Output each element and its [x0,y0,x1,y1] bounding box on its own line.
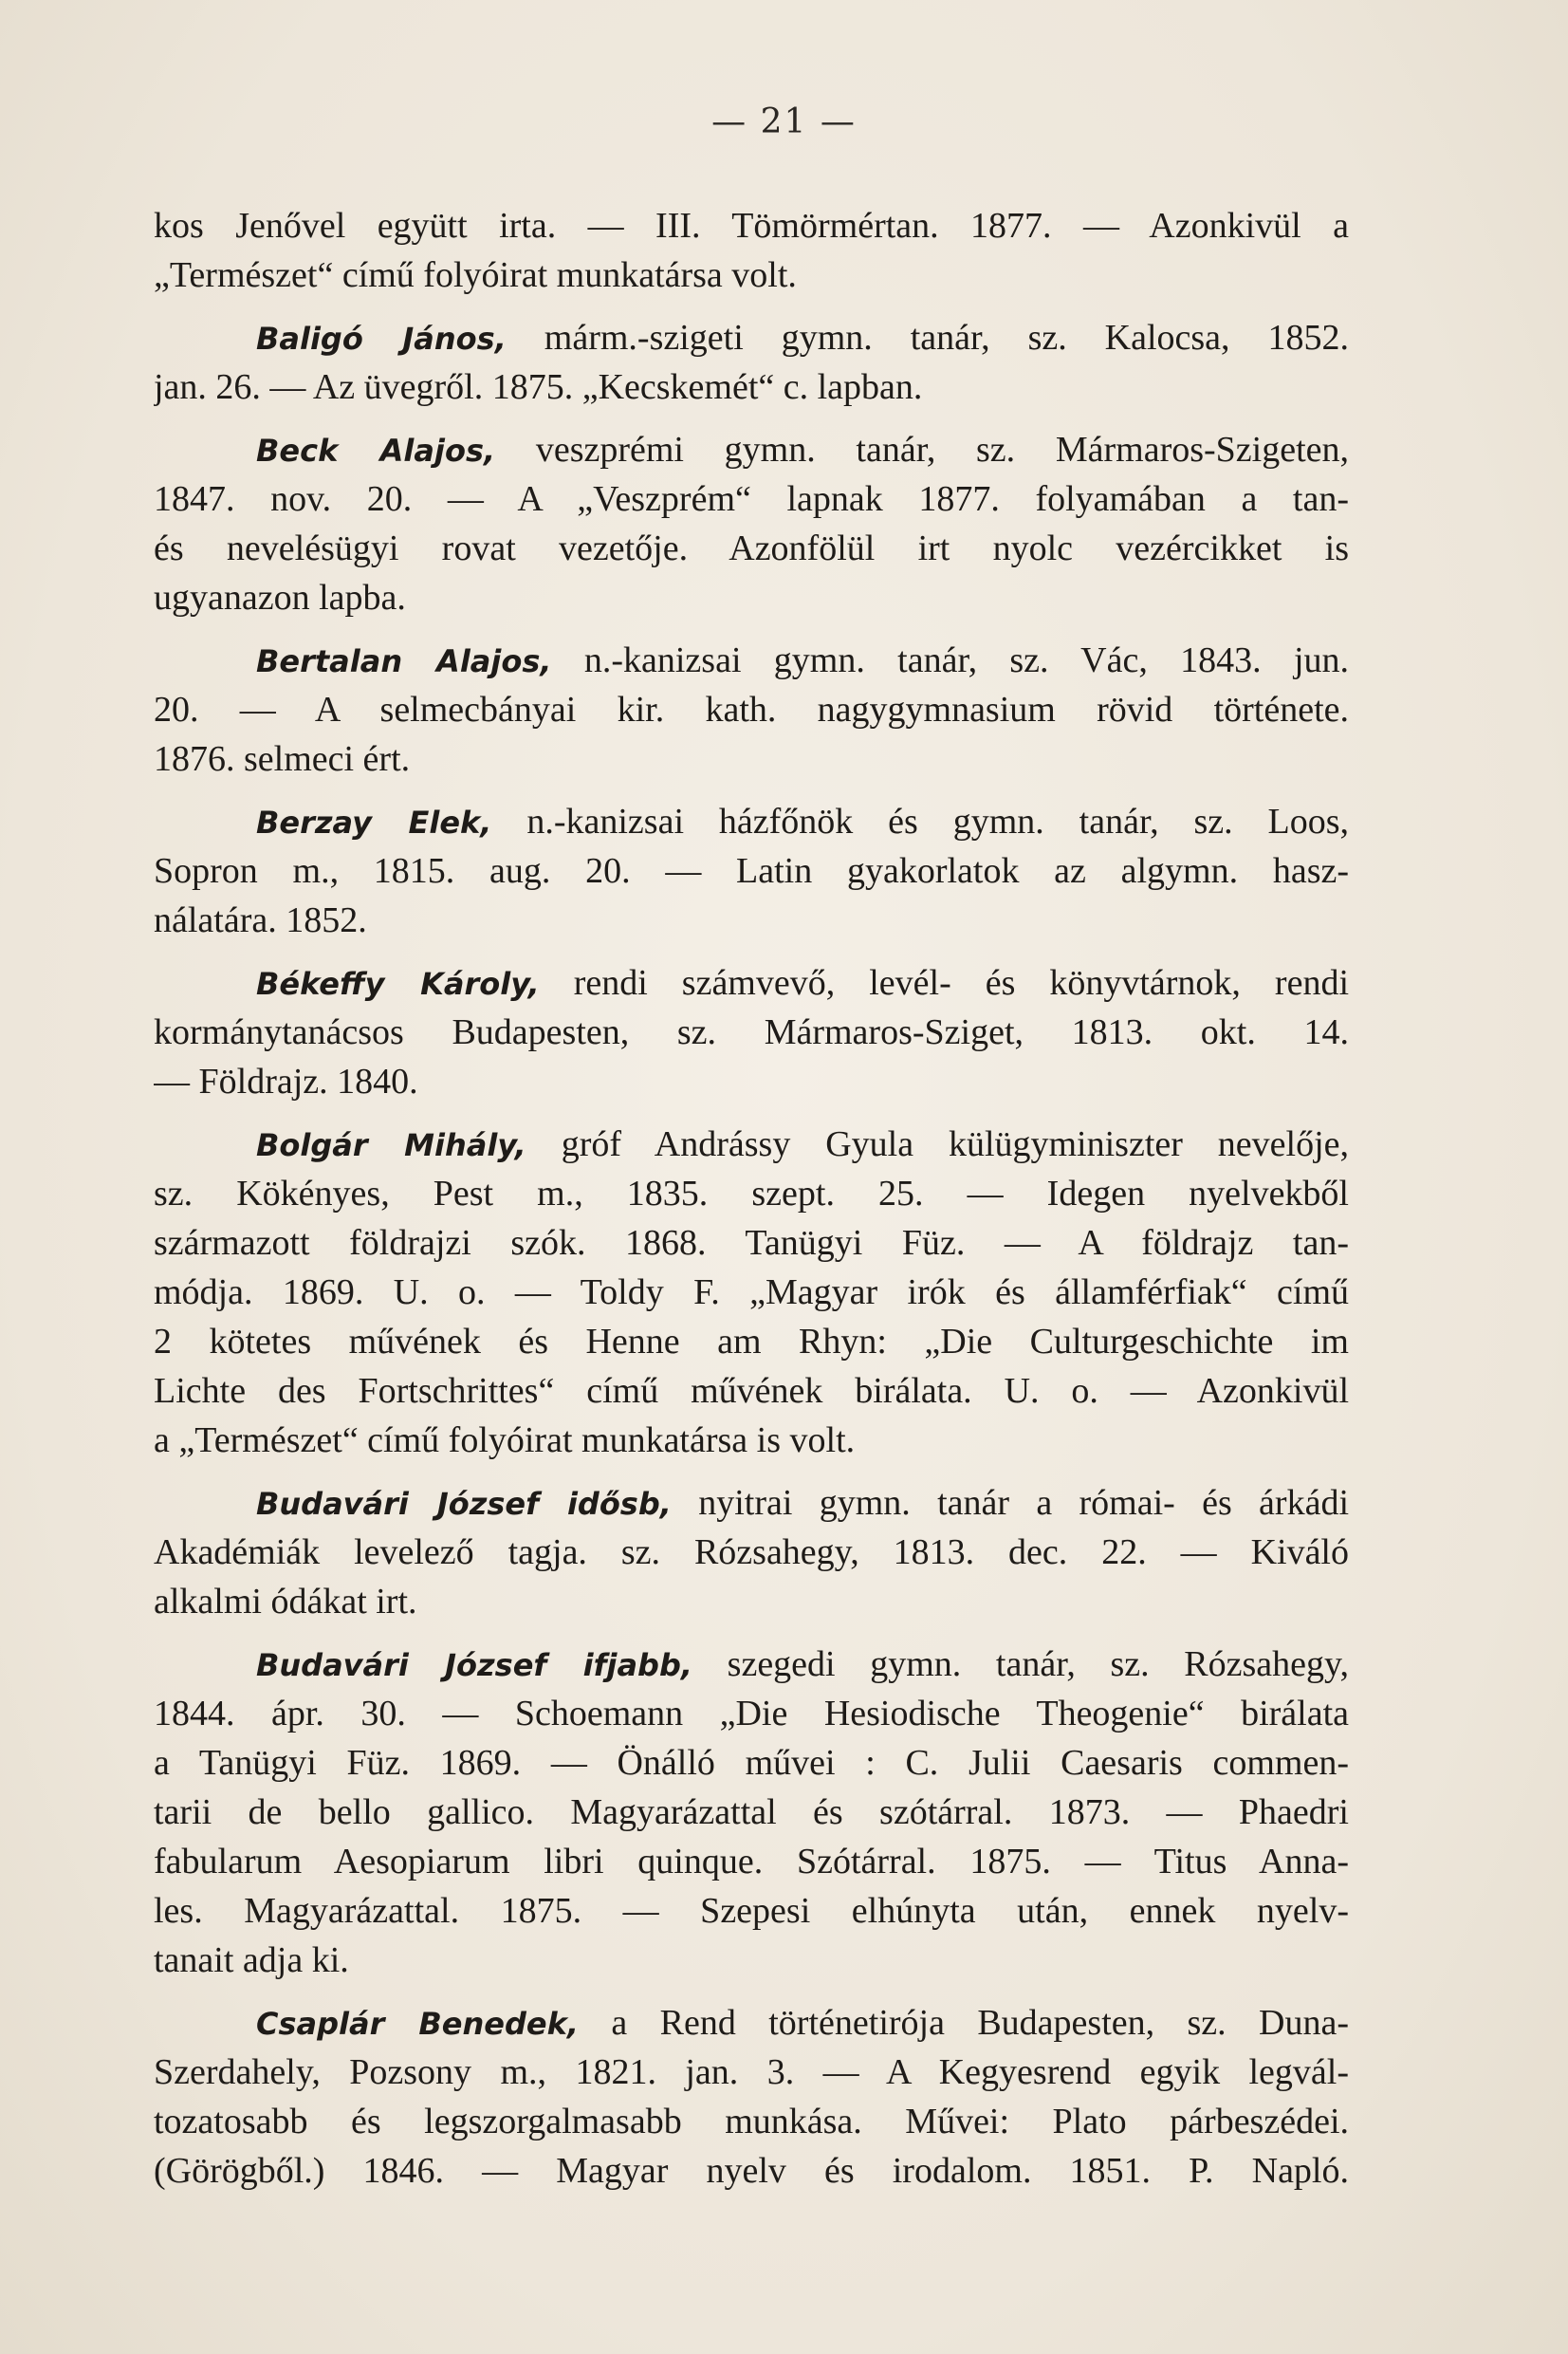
entry-heading-line [154,1120,1349,1169]
line-text: a Tanügyi Füz. 1869. — Önálló művei : C. Julii Caesaris commen- [154,1743,1349,1783]
paragraph-gap [154,1465,1349,1478]
text-line [154,896,1349,945]
line-text: rendi számvevő, levél- és könyvtárnok, rendi [539,963,1349,1003]
person-name: Baligó János, [256,321,507,357]
text-line [154,250,1349,300]
line-text: fabularum Aesopiarum libri quinque. Szótárral. 1875. — Titus Anna- [154,1842,1349,1881]
person-name: Bolgár Mihály, [256,1127,526,1163]
text-line [154,1689,1349,1738]
line-text: n.-kanizsai gymn. tanár, sz. Vác, 1843. jun. [551,640,1349,680]
text-line [154,1366,1349,1416]
text-line [154,1528,1349,1577]
line-text: alkalmi ódákat irt. [154,1582,417,1622]
text-line [154,1577,1349,1626]
line-text: Lichte des Fortschrittes“ című művének birálata. U. o. — Azonkivül [154,1371,1349,1411]
line-text: — Földrajz. 1840. [154,1062,418,1102]
entry-heading-line [154,425,1349,474]
line-text: veszprémi gymn. tanár, sz. Mármaros-Szigeten, [495,430,1349,470]
text-line [154,2097,1349,2146]
line-text: módja. 1869. U. o. — Toldy F. „Magyar irók és államférfiak“ című [154,1272,1349,1312]
text-line [154,685,1349,734]
line-text: tarii de bello gallico. Magyarázattal és szótárral. 1873. — Phaedri [154,1792,1349,1832]
line-text: Sopron m., 1815. aug. 20. — Latin gyakorlatok az algymn. hasz- [154,851,1349,891]
biography-text-block [154,201,1349,2196]
line-text: 1847. nov. 20. — A „Veszprém“ lapnak 1877. folyamában a tan- [154,479,1349,519]
line-text: a Rend történetirója Budapesten, sz. Duna- [579,2003,1349,2043]
paragraph-gap [154,1626,1349,1640]
line-text: nálatára. 1852. [154,900,367,940]
line-text: és nevelésügyi rovat vezetője. Azonfölül irt nyolc vezércikket is [154,528,1349,568]
entry-heading-line [154,313,1349,362]
line-text: 1844. ápr. 30. — Schoemann „Die Hesiodische Theogenie“ birálata [154,1694,1349,1733]
text-line [154,1886,1349,1936]
line-text: tanait adja ki. [154,1940,349,1980]
line-text: 1876. selmeci ért. [154,739,411,779]
paragraph-gap [154,622,1349,636]
text-line [154,1317,1349,1366]
line-text: származott földrajzi szók. 1868. Tanügyi Füz. — A földrajz tan- [154,1223,1349,1263]
text-line [154,1416,1349,1465]
person-name: Bertalan Alajos, [256,643,552,679]
line-text: Akadémiák levelező tagja. sz. Rózsahegy, 1813. dec. 22. — Kiváló [154,1532,1349,1572]
text-line [154,524,1349,573]
line-text: ugyanazon lapba. [154,578,406,618]
line-text: gróf Andrássy Gyula külügyminiszter nevelője, [526,1124,1349,1164]
text-line [154,573,1349,622]
paragraph-gap [154,945,1349,958]
person-name: Berzay Elek, [256,805,492,841]
entry-heading-line [154,1640,1349,1689]
person-name: Csaplár Benedek, [256,2006,580,2042]
line-text: (Görögből.) 1846. — Magyar nyelv és irodalom. 1851. P. Napló. [154,2151,1349,2191]
text-line [154,1268,1349,1317]
line-text: 2 kötetes művének és Henne am Rhyn: „Die Culturgeschichte im [154,1322,1349,1362]
entry-heading-line [154,636,1349,685]
text-line [154,201,1349,250]
text-line [154,846,1349,896]
text-line [154,1218,1349,1268]
line-text: Szerdahely, Pozsony m., 1821. jan. 3. — A Kegyesrend egyik legvál- [154,2052,1349,2092]
text-line [154,362,1349,412]
person-name: Budavári József ifjabb, [256,1647,693,1683]
line-text: nyitrai gymn. tanár a római- és árkádi [671,1483,1349,1523]
paragraph-gap [154,784,1349,797]
line-text: n.-kanizsai házfőnök és gymn. tanár, sz. Loos, [491,802,1349,842]
line-text: kos Jenővel együtt irta. — III. Tömörmértan. 1877. — Azonkivül a [154,206,1349,246]
text-line [154,2048,1349,2097]
entry-heading-line [154,1478,1349,1528]
line-text: a „Természet“ című folyóirat munkatársa is volt. [154,1420,856,1460]
entry-heading-line [154,1998,1349,2048]
line-text: 20. — A selmecbányai kir. kath. nagygymnasium rövid története. [154,690,1349,730]
person-name: Beck Alajos, [256,433,496,469]
paragraph-gap [154,1985,1349,1998]
line-text: szegedi gymn. tanár, sz. Rózsahegy, [692,1644,1349,1684]
line-text: „Természet“ című folyóirat munkatársa volt. [154,255,797,295]
line-text: sz. Kökényes, Pest m., 1835. szept. 25. — Idegen nyelvekből [154,1174,1349,1214]
text-line [154,734,1349,784]
line-text: jan. 26. — Az üvegről. 1875. „Kecskemét“ c. lapban. [154,367,923,407]
line-text: tozatosabb és legszorgalmasabb munkása. Művei: Plato párbeszédei. [154,2102,1349,2141]
line-text: les. Magyarázattal. 1875. — Szepesi elhúnyta után, ennek nyelv- [154,1891,1349,1931]
text-line [154,1788,1349,1837]
text-line [154,2146,1349,2196]
text-line [154,1738,1349,1788]
paragraph-gap [154,1106,1349,1120]
paragraph-gap [154,300,1349,313]
line-text: kormánytanácsos Budapesten, sz. Mármaros-Sziget, 1813. okt. 14. [154,1012,1349,1052]
entry-heading-line [154,797,1349,846]
text-line [154,1936,1349,1985]
text-line [154,1169,1349,1218]
line-text: márm.-szigeti gymn. tanár, sz. Kalocsa, 1852. [506,318,1349,358]
person-name: Budavári József idősb, [256,1486,672,1522]
paragraph-gap [154,412,1349,425]
text-line [154,1057,1349,1106]
text-line [154,1837,1349,1886]
text-line [154,1008,1349,1057]
text-line [154,474,1349,524]
page-number: — 21 — [711,102,857,141]
entry-heading-line [154,958,1349,1008]
person-name: Békeffy Károly, [256,966,540,1002]
